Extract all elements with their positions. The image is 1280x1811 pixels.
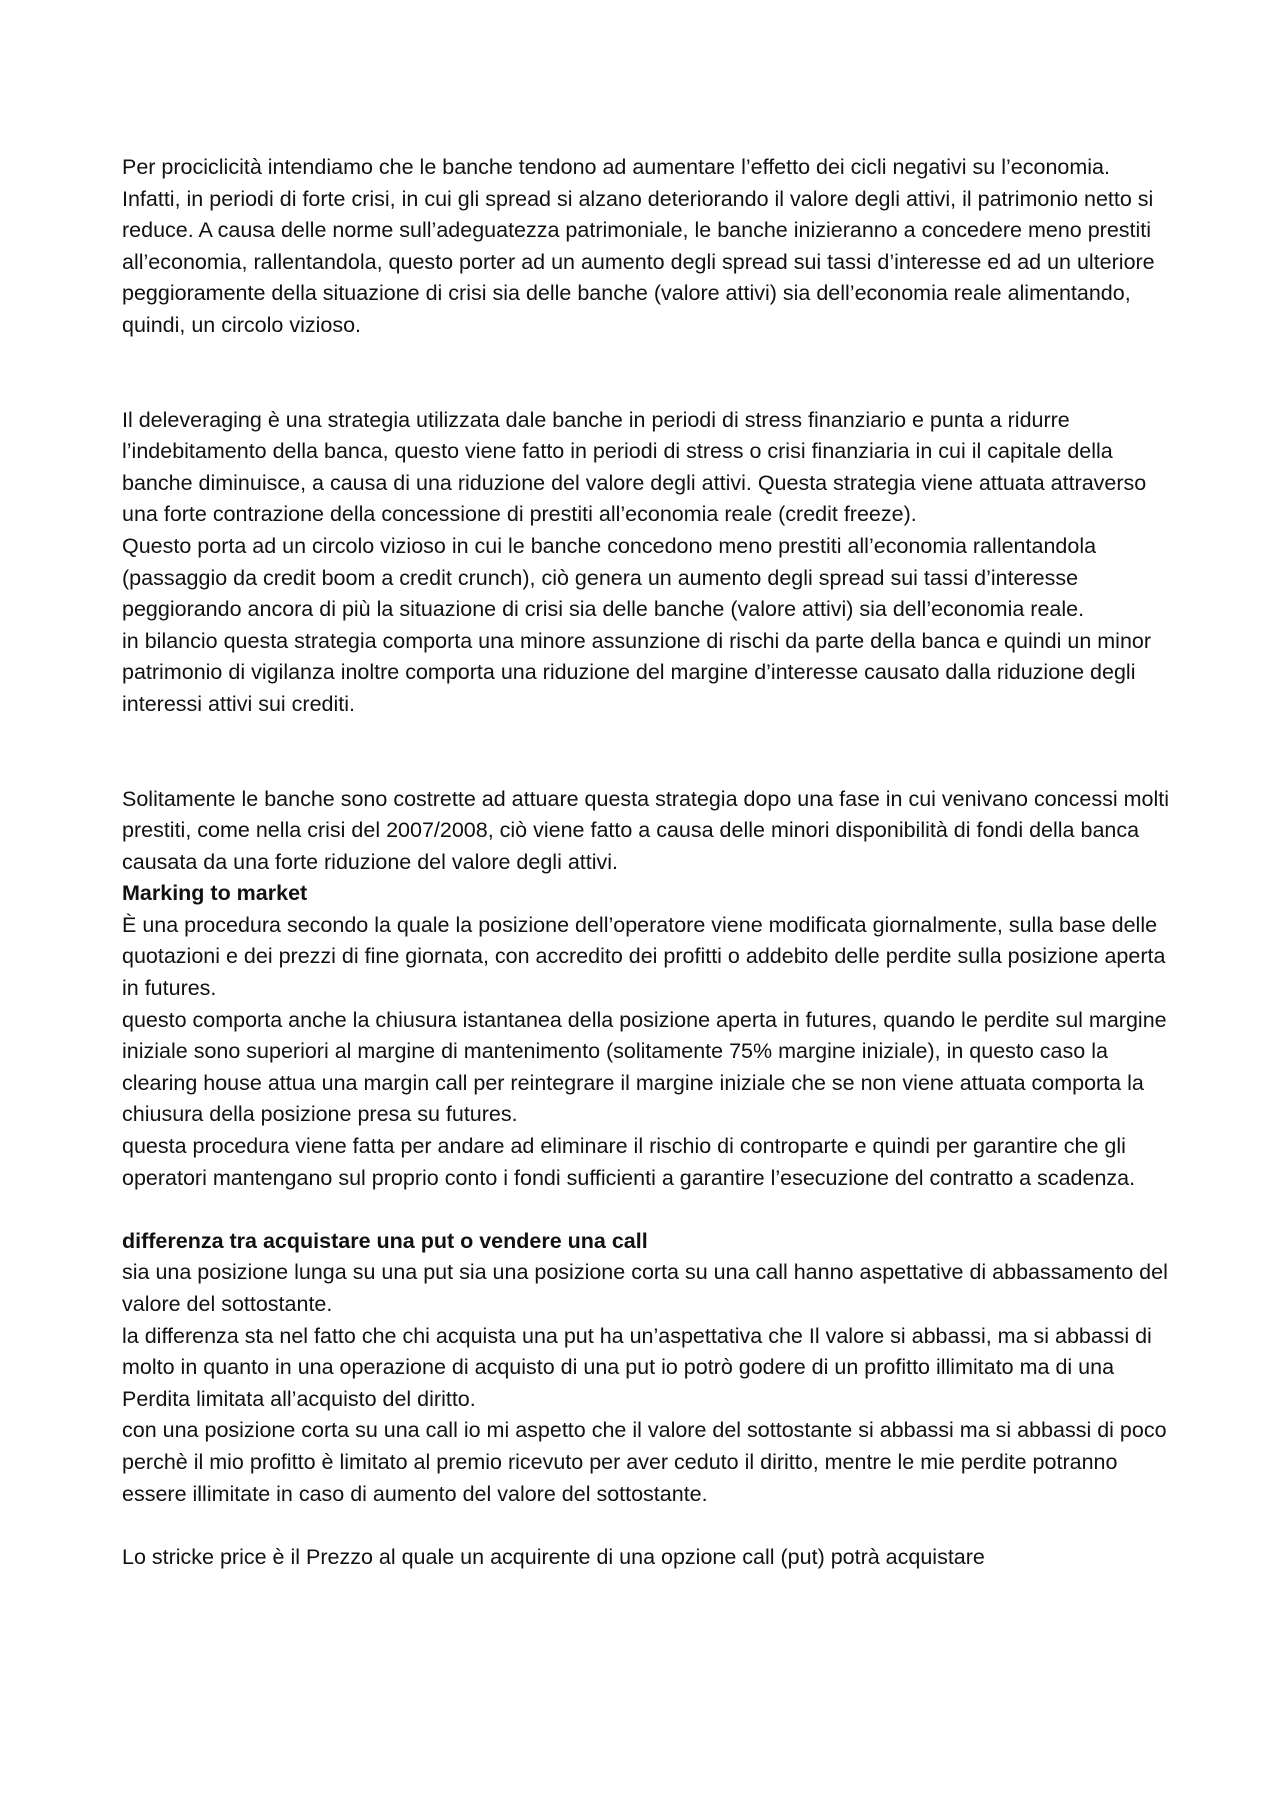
spacer — [122, 721, 1172, 784]
document-body — [122, 152, 1172, 1573]
paragraph-circolo-vizioso: Questo porta ad un circolo vizioso in cui le banche concedono meno prestiti all’economia rallentandola (passaggio da credit boom a credit crunch), ciò genera un aumento degli spread sui tassi d’interesse peggiorando ancora di più la situazione di crisi sia delle banche (valore attivi) sia dell’economia reale. — [122, 533, 1097, 622]
paragraph-controparte: questa procedura viene fatta per andare ad eliminare il rischio di controparte e quindi per garantire che gli operatori mantengano sul proprio conto i fondi sufficienti a garantire l’esecuzione del contratto a scadenza. — [122, 1134, 1136, 1190]
paragraph-posizione-corta: con una posizione corta su una call io mi aspetto che il valore del sottostante si abbassi ma si abbassi di poco perchè il mio profitto è limitato al premio ricevuto per aver ceduto il diritto, mentre le mie perdite potranno essere illimitate in caso di aumento del valore del sottostante. — [122, 1418, 1167, 1506]
heading-put-call: differenza tra acquistare una put o vendere una call — [122, 1228, 648, 1253]
paragraph-differenza: la differenza sta nel fatto che chi acquista una put ha un’aspettativa che Il valore si abbassi, ma si abbassi di molto in quanto in una operazione di acquisto di una put io potrò godere di un profitto illimitato ma di una Perdita limitata all’acquisto del diritto. — [122, 1323, 1152, 1411]
spacer — [122, 1194, 1172, 1226]
paragraph-bilancio: in bilancio questa strategia comporta una minore assunzione di rischi da parte della banca e quindi un minor patrimonio di vigilanza inoltre comporta una riduzione del margine d’interesse causato dalla riduzione degli interessi attivi sui crediti. — [122, 628, 1152, 716]
heading-marking-to-market: Marking to market — [122, 881, 308, 906]
paragraph-chiusura: questo comporta anche la chiusura istantanea della posizione aperta in futures, quando le perdite sul margine iniziale sono superiori al margine di mantenimento (solitamente 75% margine iniziale), in questo caso la clearing house attua una margin call per reintegrare il margine iniziale che se non viene attuata comporta la chiusura della posizione presa su futures. — [122, 1007, 1167, 1127]
paragraph-strike-price: Lo stricke price è il Prezzo al quale un acquirente di una opzione call (put) potrà acquistare — [122, 1544, 985, 1569]
paragraph-deleveraging: Il deleveraging è una strategia utilizzata dale banche in periodi di stress finanziario e punta a ridurre l’indebitamento della banca, questo viene fatto in periodi di stress o crisi finanziaria in cui il capitale della banche diminuisce, a causa di una riduzione del valore degli attivi. Questa strategia viene attuata attraverso una forte contrazione della concessione di prestiti all’economia reale (credit freeze). — [122, 407, 1147, 527]
paragraph-aspettative: sia una posizione lunga su una put sia una posizione corta su una call hanno aspettative di abbassamento del valore del sottostante. — [122, 1260, 1168, 1316]
paragraph-solitamente: Solitamente le banche sono costrette ad attuare questa strategia dopo una fase in cui venivano concessi molti prestiti, come nella crisi del 2007/2008, ciò viene fatto a causa delle minori disponibilità di fondi della banca causata da una forte riduzione del valore degli attivi. — [122, 786, 1169, 874]
paragraph-prociclicita: Per prociclicità intendiamo che le banche tendono ad aumentare l’effetto dei cicli negativi su l’economia. Infatti, in periodi di forte crisi, in cui gli spread si alzano deteriorando il valore degli attivi, il patrimonio netto si reduce. A causa delle norme sull’adeguatezza patrimoniale, le banche inizieranno a concedere meno prestiti all’economia, rallentandola, questo porter ad un aumento degli spread sui tassi d’interesse ed ad un ulteriore peggioramente della situazione di crisi sia delle banche (valore attivi) sia dell’economia reale alimentando, quindi, un circolo vizioso. — [122, 155, 1155, 337]
spacer — [122, 342, 1172, 405]
spacer — [122, 1510, 1172, 1542]
paragraph-procedura: È una procedura secondo la quale la posizione dell’operatore viene modificata giornalmente, sulla base delle quotazioni e dei prezzi di fine giornata, con accredito dei profitti o addebito delle perdite sulla posizione aperta in futures. — [122, 912, 1166, 1001]
